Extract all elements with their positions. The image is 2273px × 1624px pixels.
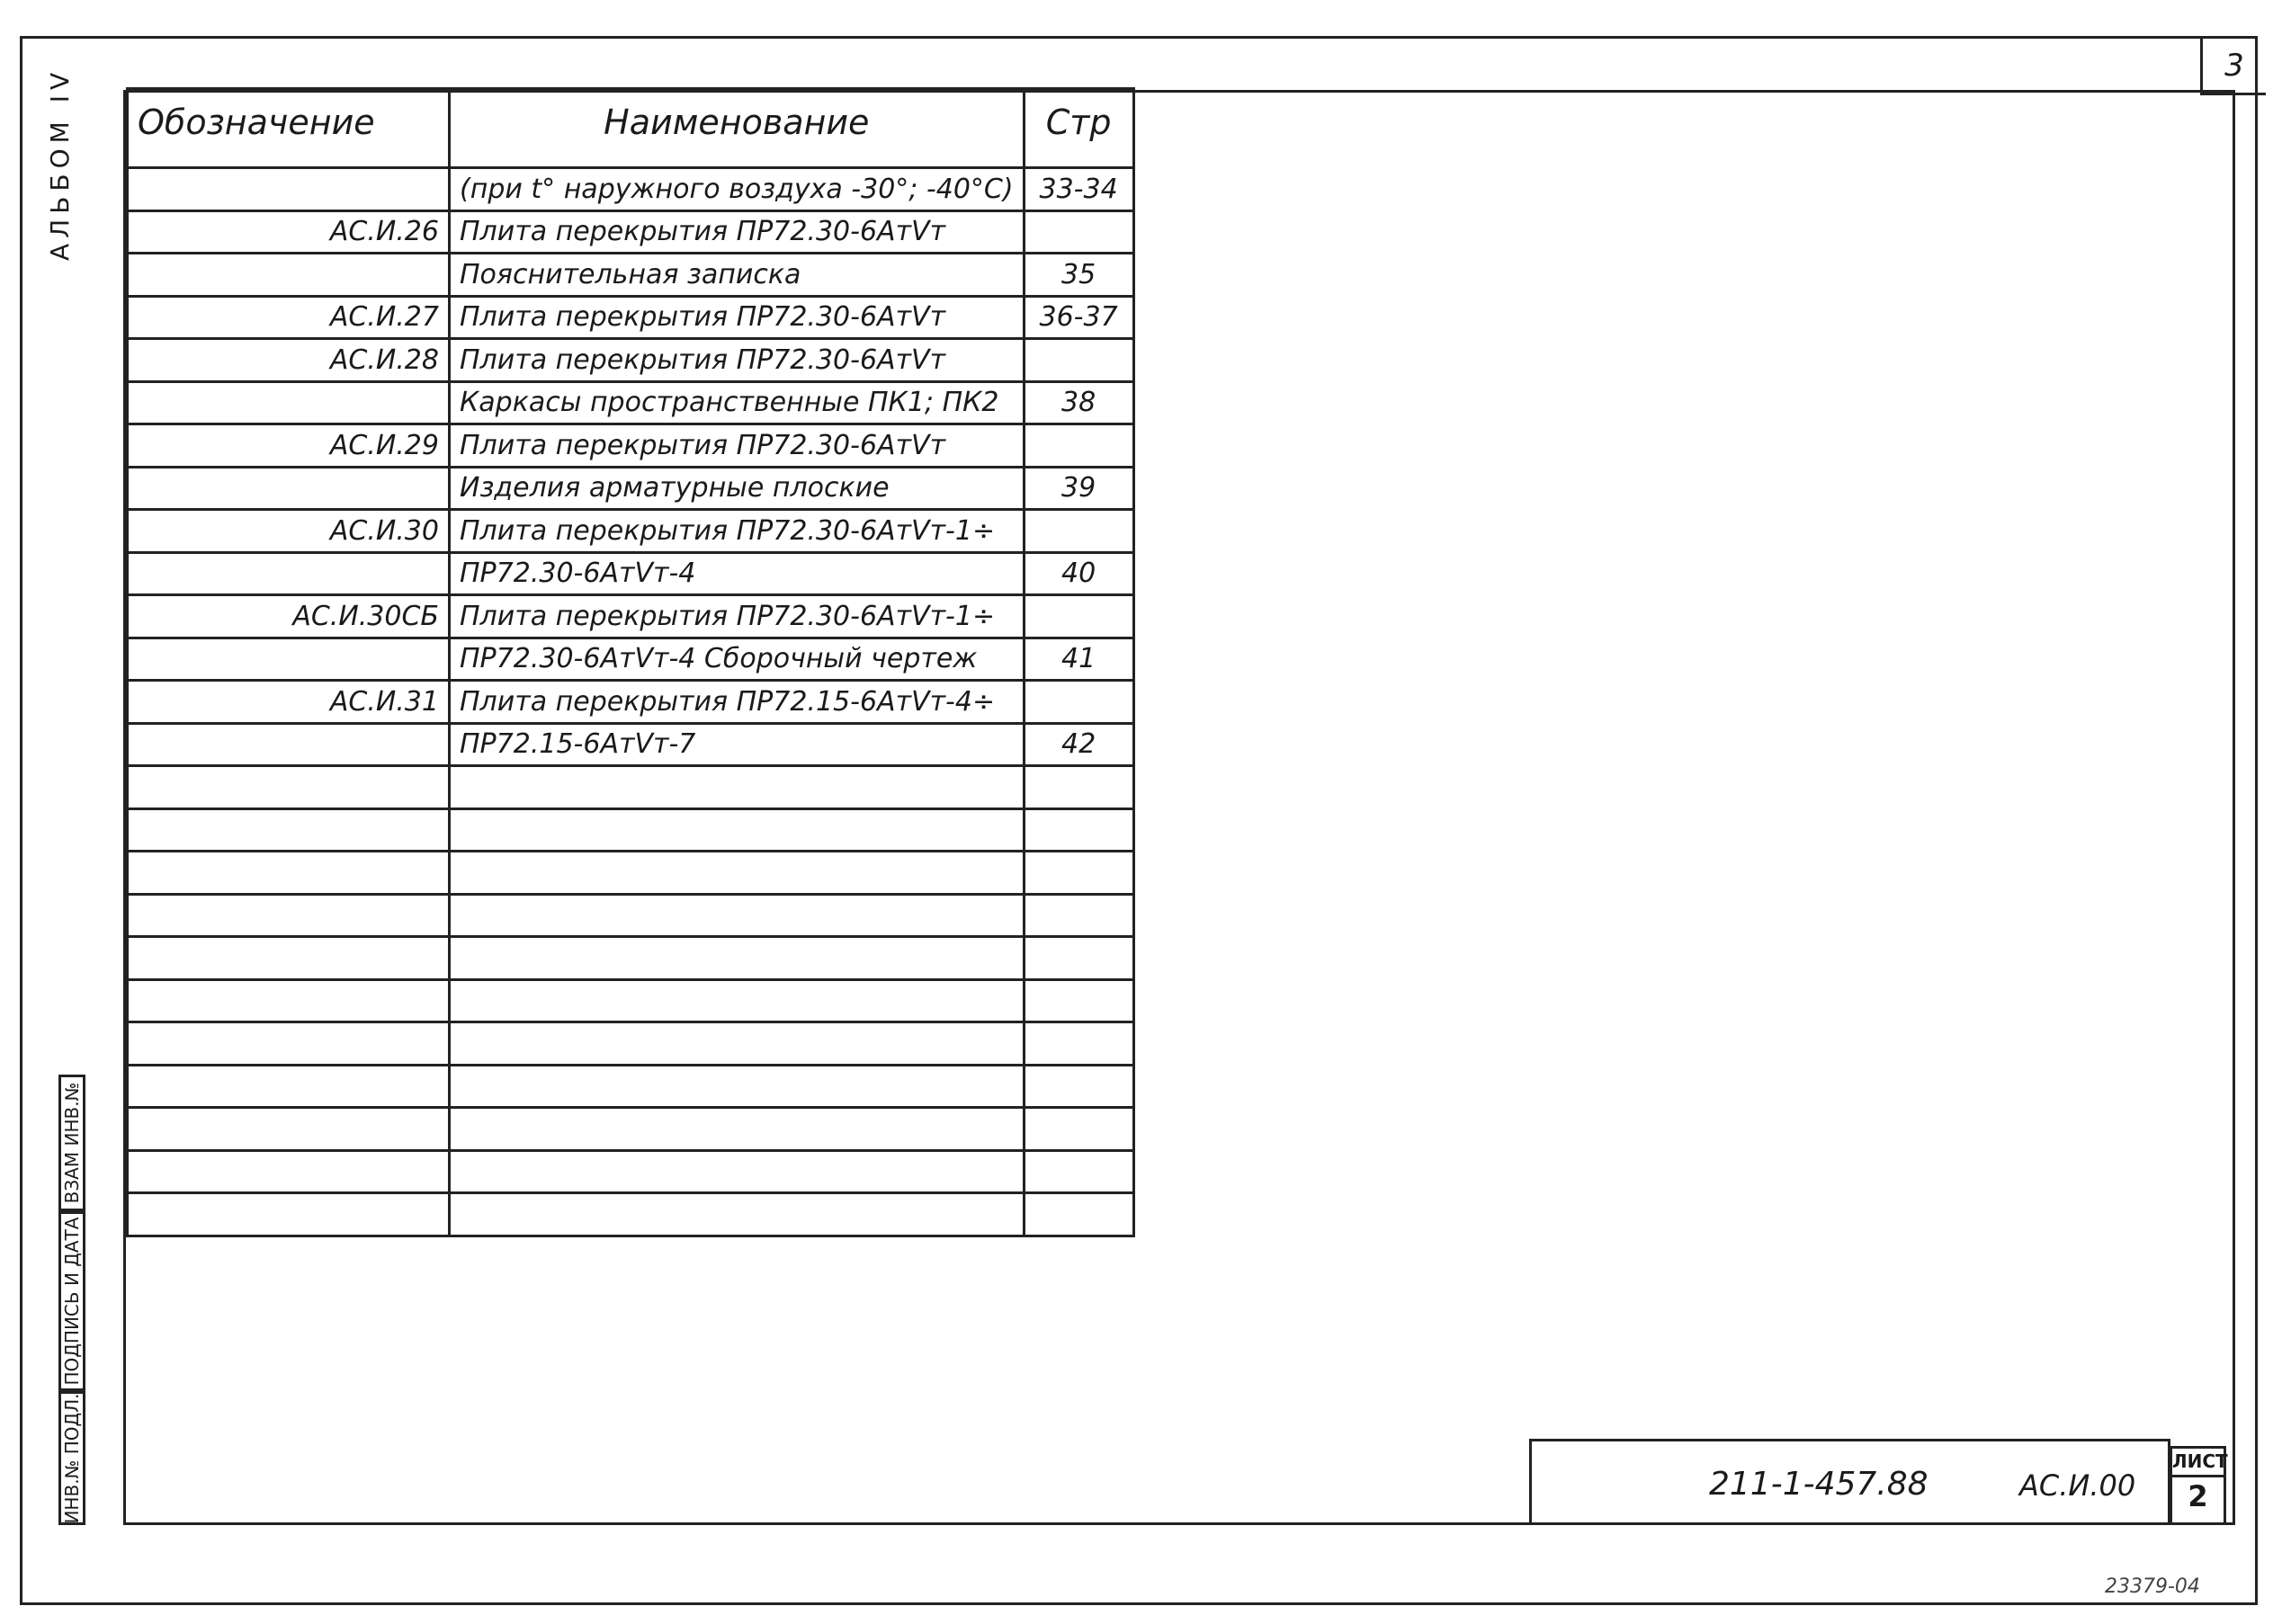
row-page: 39 [1024,467,1133,510]
table-row [128,937,1134,980]
row-name: Плита перекрытия ПР72.15-6АтVт-4÷ [450,681,1025,724]
row-name: Плита перекрытия ПР72.30-6АтVт-1÷ [450,510,1025,553]
row-name [450,894,1025,937]
row-name [450,1022,1025,1066]
row-page [1024,424,1133,468]
row-code [128,1108,450,1151]
row-name [450,808,1025,852]
row-page [1024,1022,1133,1066]
row-name: Каркасы пространственные ПК1; ПК2 [450,381,1025,424]
table-row [128,681,1134,724]
row-name: Пояснительная записка [450,254,1025,297]
row-page: 42 [1024,723,1133,766]
row-page [1024,852,1133,895]
row-page [1024,766,1133,809]
row-name [450,937,1025,980]
row-code: АС.И.26 [128,210,450,254]
table-row [128,381,1134,424]
row-code [128,638,450,681]
row-name: (при t° наружного воздуха -30°; -40°С) [450,168,1025,211]
row-code: АС.И.30 [128,510,450,553]
row-page [1024,595,1133,638]
row-page [1024,937,1133,980]
table-row [128,1150,1134,1193]
table-row [128,210,1134,254]
row-code [128,808,450,852]
table-row [128,168,1134,211]
table-row [128,894,1134,937]
sheet-number: 3 [2200,39,2266,95]
sheet-value: 2 [2188,1479,2208,1513]
row-name: Плита перекрытия ПР72.30-6АтVт [450,339,1025,382]
row-code [128,723,450,766]
row-name [450,1193,1025,1236]
row-code [128,1065,450,1108]
table-row [128,467,1134,510]
row-name [450,766,1025,809]
row-name: Плита перекрытия ПР72.30-6АтVт [450,210,1025,254]
row-name [450,1150,1025,1193]
row-page: 36-37 [1024,296,1133,339]
row-name: Плита перекрытия ПР72.30-6АтVт-1÷ [450,595,1025,638]
row-name: Изделия арматурные плоские [450,467,1025,510]
table-row [128,766,1134,809]
row-page [1024,1150,1133,1193]
table-header-row [128,89,1134,168]
row-name: ПР72.30-6АтVт-4 Сборочный чертеж [450,638,1025,681]
row-code [128,1193,450,1236]
row-page [1024,979,1133,1022]
row-name: ПР72.15-6АтVт-7 [450,723,1025,766]
row-code: АС.И.28 [128,339,450,382]
row-page: 33-34 [1024,168,1133,211]
table-row [128,339,1134,382]
archive-number: 23379-04 [2105,1575,2200,1598]
table-row [128,638,1134,681]
table-row [128,254,1134,297]
row-code [128,852,450,895]
sheet-label: ЛИСТ [2172,1448,2224,1477]
album-label: АЛЬБОМ IV [45,67,75,261]
row-page [1024,894,1133,937]
row-page: 40 [1024,552,1133,595]
row-page [1024,1193,1133,1236]
row-code: АС.И.31 [128,681,450,724]
header-page: Стр [1024,89,1133,168]
row-page: 35 [1024,254,1133,297]
header-designation: Обозначение [128,89,450,168]
stamp-replacement-inventory: ВЗАМ ИНВ.№ [58,1075,85,1211]
row-page: 38 [1024,381,1133,424]
row-name: Плита перекрытия ПР72.30-6АтVт [450,296,1025,339]
table-row [128,1065,1134,1108]
row-name [450,979,1025,1022]
row-code: АС.И.29 [128,424,450,468]
row-code [128,979,450,1022]
row-name [450,1065,1025,1108]
table-row [128,296,1134,339]
row-name: Плита перекрытия ПР72.30-6АтVт [450,424,1025,468]
table-row [128,1193,1134,1236]
stamp-original-inventory: ИНВ.№ ПОДЛ. [58,1391,85,1525]
row-code [128,1150,450,1193]
row-code: АС.И.27 [128,296,450,339]
row-name [450,1108,1025,1151]
section-code: АС.И.00 [2019,1468,2136,1503]
row-page [1024,1108,1133,1151]
table-row [128,979,1134,1022]
row-page [1024,510,1133,553]
header-name: Наименование [450,89,1025,168]
table-row [128,1108,1134,1151]
table-row [128,723,1134,766]
row-page [1024,808,1133,852]
row-code [128,168,450,211]
row-page [1024,210,1133,254]
row-name: ПР72.30-6АтVт-4 [450,552,1025,595]
row-code [128,1022,450,1066]
stamp-signature-date: ПОДПИСЬ И ДАТА [58,1211,85,1391]
table-row [128,595,1134,638]
row-code [128,766,450,809]
table-row [128,1022,1134,1066]
row-page [1024,1065,1133,1108]
document-code: 211-1-457.88 [1709,1466,1928,1503]
row-page [1024,681,1133,724]
table-row [128,852,1134,895]
row-page [1024,339,1133,382]
row-code [128,467,450,510]
row-code [128,894,450,937]
row-code: АС.И.30СБ [128,595,450,638]
row-code [128,552,450,595]
row-code [128,937,450,980]
row-page: 41 [1024,638,1133,681]
table-row [128,808,1134,852]
row-name [450,852,1025,895]
row-code [128,254,450,297]
table-row [128,552,1134,595]
table-row [128,424,1134,468]
row-code [128,381,450,424]
contents-table [126,87,1135,1237]
table-row [128,510,1134,553]
